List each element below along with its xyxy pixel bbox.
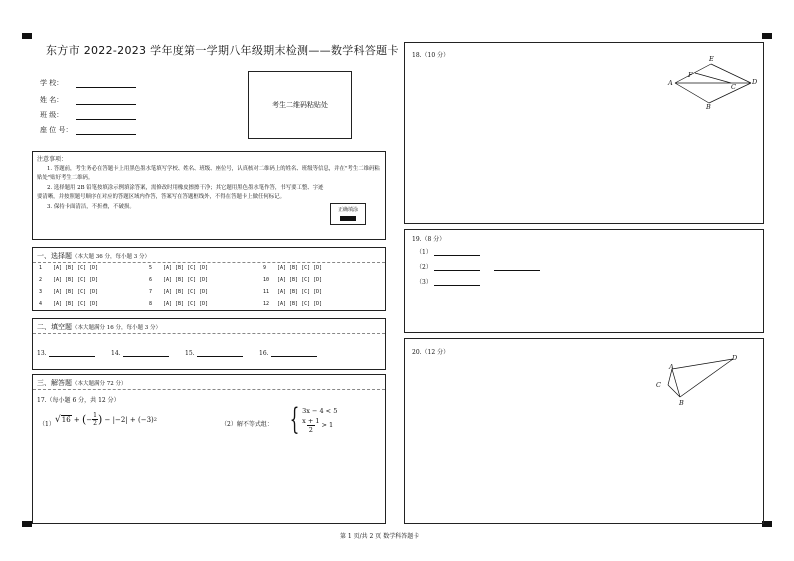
choice-number: 4	[39, 301, 43, 307]
info-school	[40, 78, 136, 88]
section-subtitle: （本大题 36 分，每小题 3 分）	[72, 254, 150, 260]
paren-right-icon: )	[98, 413, 103, 426]
q17-heading: 17.（每小题 6 分，共 12 分）	[37, 397, 120, 404]
section-title-text: 一、选择题	[37, 252, 72, 260]
choice-question-8[interactable]	[149, 301, 208, 307]
choice-number: 10	[263, 277, 270, 283]
power-base: (−3)	[138, 415, 154, 424]
choice-number: 2	[39, 277, 43, 283]
q19-item-label: （2）	[416, 264, 432, 271]
info-label: 座 位 号：	[40, 126, 73, 134]
choice-options[interactable]: [A] [B] [C] [D]	[277, 301, 323, 307]
section-divider	[33, 389, 385, 390]
choice-number: 7	[149, 289, 153, 295]
segment-ED	[711, 64, 751, 83]
info-label: 姓 名：	[40, 96, 64, 104]
choice-number: 8	[149, 301, 153, 307]
point-A-label: A	[669, 363, 674, 371]
q19-row-3	[416, 277, 480, 286]
point-C-label: C	[731, 83, 736, 91]
choice-options[interactable]: [A] [B] [C] [D]	[277, 265, 323, 271]
info-label: 学 校：	[40, 79, 64, 87]
q19-item-label: （1）	[416, 249, 432, 256]
segment-FC	[695, 73, 731, 83]
page-title: 东方市 2022-2023 学年度第一学期八年级期末检测——数学科答题卡	[46, 44, 399, 57]
q19-row-1	[416, 247, 480, 256]
choice-number: 1	[39, 265, 43, 271]
choice-question-2[interactable]	[39, 277, 98, 283]
segment-AD	[672, 359, 733, 369]
q19-item-label: （3）	[416, 279, 432, 286]
point-F-label: F	[688, 71, 693, 79]
q20-box	[404, 338, 764, 524]
fraction-denominator: 2	[93, 420, 97, 427]
choice-options[interactable]: [A] [B] [C] [D]	[277, 277, 323, 283]
choice-question-12[interactable]	[263, 301, 322, 307]
q20-heading: 20.（12 分）	[412, 349, 450, 356]
inequality-1: 3x − 4 < 5	[302, 406, 338, 415]
section-subtitle: （本大题满分 72 分）	[72, 381, 127, 387]
q19-answer-line-2a[interactable]	[434, 263, 480, 271]
notes-item: 2. 选择题用 2B 铅笔按填涂示例填涂答案，需修改时用橡皮擦擦干净；其它题用黑色墨水笔作答，书写要工整、字迹要清晰，并按照题号顺序在对应的答题区域内作答，答案写在答题框线外，不得在答题卡上做任何标记。	[37, 184, 324, 200]
section-title-text: 二、填空题	[37, 323, 72, 331]
q19-box	[404, 229, 764, 333]
q17-1-label: （1）	[39, 421, 55, 428]
section-choice	[32, 247, 386, 311]
fill-example-label: 正确填涂	[337, 207, 358, 213]
fill-item-num: 15.	[185, 350, 195, 357]
fill-item-14	[111, 349, 169, 357]
answer-line-14[interactable]	[123, 349, 169, 357]
choice-question-11[interactable]	[263, 289, 322, 295]
paren-left-icon: (	[82, 413, 87, 426]
registration-mark-top-right	[762, 33, 772, 39]
page-footer: 第 1 页/共 2 页 数学科答题卡	[340, 533, 420, 540]
q17-2-label: （2）解不等式组：	[221, 421, 273, 428]
choice-question-4[interactable]	[39, 301, 98, 307]
choice-options[interactable]: [A] [B] [C] [D]	[53, 277, 99, 283]
choice-number: 5	[149, 265, 153, 271]
fill-example-mark	[340, 216, 356, 221]
choice-number: 9	[263, 265, 267, 271]
power-exponent: 2	[153, 416, 157, 423]
choice-number: 6	[149, 277, 153, 283]
q18-box	[404, 42, 764, 224]
choice-options[interactable]: [A] [B] [C] [D]	[163, 265, 209, 271]
section-answer	[32, 374, 386, 524]
section-title-text: 三、解答题	[37, 379, 72, 387]
choice-number: 12	[263, 301, 270, 307]
inequality-numerator: x + 1	[302, 416, 320, 425]
segment-AC	[668, 369, 672, 385]
segment-AE	[675, 64, 711, 83]
sqrt-icon: √	[55, 414, 61, 425]
point-B-label: B	[706, 103, 711, 111]
hidden-guide	[709, 64, 711, 103]
fill-example	[330, 203, 366, 225]
answer-line-13[interactable]	[49, 349, 95, 357]
point-C-label: C	[656, 381, 661, 389]
inequality-rhs: > 1	[321, 421, 334, 429]
inequality-system	[285, 402, 338, 437]
q20-figure	[655, 353, 745, 413]
point-E-label: E	[709, 55, 714, 63]
q19-row-2	[416, 262, 540, 271]
inequality-2	[302, 417, 337, 434]
notes-item: 1. 答题前，考生务必在答题卡上用黑色墨水笔填写学校、姓名、班级、座位号，认真核对二维码上的姓名、班级等信息，并在"考生二维码粘贴处"贴好考生二维码。	[37, 165, 380, 181]
notes-box	[32, 151, 386, 240]
fraction-numerator: 1	[93, 412, 97, 419]
section-fill	[32, 318, 386, 370]
choice-question-6[interactable]	[149, 277, 208, 283]
brace-icon: {	[289, 402, 300, 437]
choice-options[interactable]: [A] [B] [C] [D]	[163, 301, 209, 307]
choice-options[interactable]: [A] [B] [C] [D]	[163, 277, 209, 283]
q19-answer-line-3[interactable]	[434, 278, 480, 286]
choice-options[interactable]: [A] [B] [C] [D]	[163, 289, 209, 295]
choice-question-5[interactable]	[149, 265, 208, 271]
abs-value: −2	[114, 415, 126, 424]
registration-mark-top-left	[22, 33, 32, 39]
school-field[interactable]	[76, 79, 136, 88]
choice-question-1[interactable]	[39, 265, 98, 271]
info-seat	[40, 125, 136, 135]
registration-mark-bottom-left	[22, 521, 32, 527]
choice-question-9[interactable]	[263, 265, 322, 271]
info-label: 班 级：	[40, 111, 64, 119]
segment-BD	[709, 83, 751, 103]
choice-number: 11	[263, 289, 270, 295]
section-divider	[33, 333, 385, 334]
choice-options[interactable]: [A] [B] [C] [D]	[53, 265, 99, 271]
name-field[interactable]	[76, 96, 136, 105]
section-divider	[33, 262, 385, 263]
point-D-label: D	[752, 78, 758, 86]
fill-item-num: 14.	[111, 350, 121, 357]
q18-figure	[667, 57, 757, 117]
fill-item-num: 16.	[259, 350, 269, 357]
section-title	[37, 322, 161, 332]
choice-question-10[interactable]	[263, 277, 322, 283]
info-class	[40, 110, 136, 120]
section-title	[37, 251, 150, 261]
section-subtitle: （本大题满分 16 分，每小题 3 分）	[72, 325, 161, 331]
inequality-denominator: 2	[308, 425, 313, 434]
point-A-label: A	[668, 79, 673, 87]
choice-question-3[interactable]	[39, 289, 98, 295]
q19-answer-line-2b[interactable]	[494, 263, 540, 271]
segment-BD	[680, 359, 733, 397]
answer-line-16[interactable]	[271, 349, 317, 357]
q19-answer-line-1[interactable]	[434, 248, 480, 256]
choice-number: 3	[39, 289, 43, 295]
section-title	[37, 378, 127, 388]
choice-options[interactable]: [A] [B] [C] [D]	[277, 289, 323, 295]
qr-box-text: 考生二维码粘贴处	[272, 101, 328, 109]
q18-heading: 18.（10 分）	[412, 52, 450, 59]
class-field[interactable]	[76, 111, 136, 120]
notes-heading: 注意事项：	[37, 156, 68, 163]
fill-item-13	[37, 349, 95, 357]
q19-heading: 19.（8 分）	[412, 236, 446, 243]
choice-question-7[interactable]	[149, 289, 208, 295]
radicand: 16	[61, 416, 71, 424]
fill-item-15	[185, 349, 243, 357]
segment-AB	[675, 83, 709, 103]
point-B-label: B	[679, 399, 684, 407]
qr-code-paste-area	[248, 71, 352, 139]
q17-1-expression: √ 16 + ( − $\frac{1}{2}$ ) − | −2 | + (−3) 2	[55, 412, 157, 427]
point-D-label: D	[732, 354, 738, 362]
choice-options[interactable]: [A] [B] [C] [D]	[53, 289, 99, 295]
fill-item-num: 13.	[37, 350, 47, 357]
seat-field[interactable]	[76, 126, 136, 135]
answer-line-15[interactable]	[197, 349, 243, 357]
fill-item-16	[259, 349, 317, 357]
info-name	[40, 95, 136, 105]
choice-options[interactable]: [A] [B] [C] [D]	[53, 301, 99, 307]
notes-item: 3. 保持卡面清洁，不折叠，不破损。	[47, 203, 135, 210]
